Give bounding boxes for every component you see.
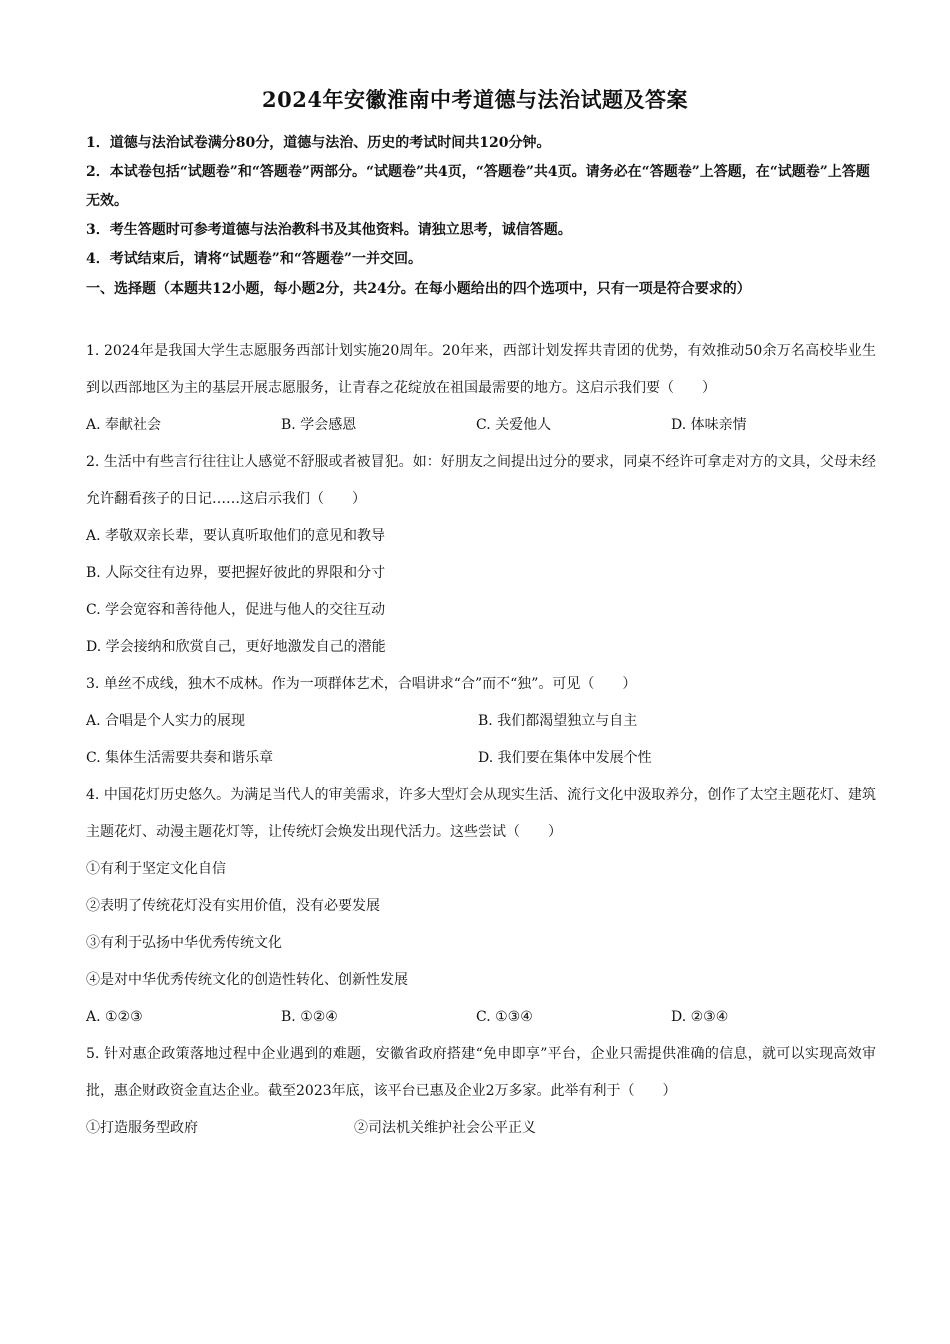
question-4-stem: 4. 中国花灯历史悠久。为满足当代人的审美需求，许多大型灯会从现实生活、流行文化中汲取养分，创作了太空主题花灯、建筑主题花灯、动漫主题花灯等，让传统灯会焕发出现代活力。这些尝试（ ） <box>86 787 876 840</box>
option-a: A. 奉献社会 <box>86 417 162 433</box>
section-heading: 一、选择题（本题共12小题，每小题2分，共24分。在每小题给出的四个选项中，只有一项是符合要求的） <box>86 281 751 297</box>
note-3: 3．考生答题时可参考道德与法治教科书及其他资料。请独立思考，诚信答题。 <box>86 222 572 238</box>
question-3-options-row-2 <box>86 740 876 777</box>
option-d: D. 学会接纳和欣赏自己，更好地激发自己的潜能 <box>86 639 386 655</box>
option-b: B. 我们都渴望独立与自主 <box>478 713 638 729</box>
questions <box>86 333 876 1147</box>
question-3-stem: 3. 单丝不成线，独木不成林。作为一项群体艺术，合唱讲求“合”而不“独”。可见（ ） <box>86 676 637 692</box>
statement-2: ②司法机关维护社会公平正义 <box>354 1120 536 1136</box>
question-2-stem: 2. 生活中有些言行往往让人感觉不舒服或者被冒犯。如：好朋友之间提出过分的要求，同桌不经许可拿走对方的文具，父母未经允许翻看孩子的日记……这启示我们（ ） <box>86 454 876 507</box>
question-5-statements <box>86 1110 876 1147</box>
note-4: 4．考试结束后，请将“试题卷”和“答题卷”一并交回。 <box>86 251 422 267</box>
statement-1: ①打造服务型政府 <box>86 1120 198 1136</box>
option-d: D. 体味亲情 <box>671 417 747 433</box>
option-b: B. ①②④ <box>281 1009 338 1025</box>
note-1: 1．道德与法治试卷满分80分，道德与法治、历史的考试时间共120分钟。 <box>86 135 551 151</box>
statement-1: ①有利于坚定文化自信 <box>86 861 226 877</box>
question-3-options-row-1 <box>86 703 876 740</box>
statement-3: ③有利于弘扬中华优秀传统文化 <box>86 935 282 951</box>
question-1-options <box>86 407 876 444</box>
option-c: C. 集体生活需要共奏和谐乐章 <box>86 750 274 766</box>
question-4-options <box>86 999 876 1036</box>
option-b: B. 学会感恩 <box>281 417 357 433</box>
exam-notes <box>86 129 876 302</box>
question-1-stem: 1. 2024年是我国大学生志愿服务西部计划实施20周年。20年来，西部计划发挥共青团的优势，有效推动50余万名高校毕业生到以西部地区为主的基层开展志愿服务，让青春之花绽放在祖国最需要的地方。这启示我们要（ ） <box>86 343 876 396</box>
page-title: 2024年安徽淮南中考道德与法治试题及答案 <box>262 87 688 112</box>
option-d: D. ②③④ <box>671 1009 729 1025</box>
option-d: D. 我们要在集体中发展个性 <box>478 750 652 766</box>
question-5-stem: 5. 针对惠企政策落地过程中企业遇到的难题，安徽省政府搭建“免申即享”平台，企业只需提供准确的信息，就可以实现高效审批，惠企财政资金直达企业。截至2023年底，该平台已惠及企业2万多家。此举有利于（ ） <box>86 1046 876 1099</box>
option-b: B. 人际交往有边界，要把握好彼此的界限和分寸 <box>86 565 386 581</box>
statement-2: ②表明了传统花灯没有实用价值，没有必要发展 <box>86 898 380 914</box>
option-a: A. 孝敬双亲长辈，要认真听取他们的意见和教导 <box>86 528 386 544</box>
option-c: C. 关爱他人 <box>476 417 552 433</box>
option-a: A. 合唱是个人实力的展现 <box>86 713 246 729</box>
statement-4: ④是对中华优秀传统文化的创造性转化、创新性发展 <box>86 972 408 988</box>
option-a: A. ①②③ <box>86 1009 143 1025</box>
option-c: C. 学会宽容和善待他人，促进与他人的交往互动 <box>86 602 386 618</box>
option-c: C. ①③④ <box>476 1009 533 1025</box>
note-2: 2．本试卷包括“试题卷”和“答题卷”两部分。“试题卷”共4页，“答题卷”共4页。请务必在“答题卷”上答题，在“试题卷”上答题无效。 <box>86 164 870 209</box>
